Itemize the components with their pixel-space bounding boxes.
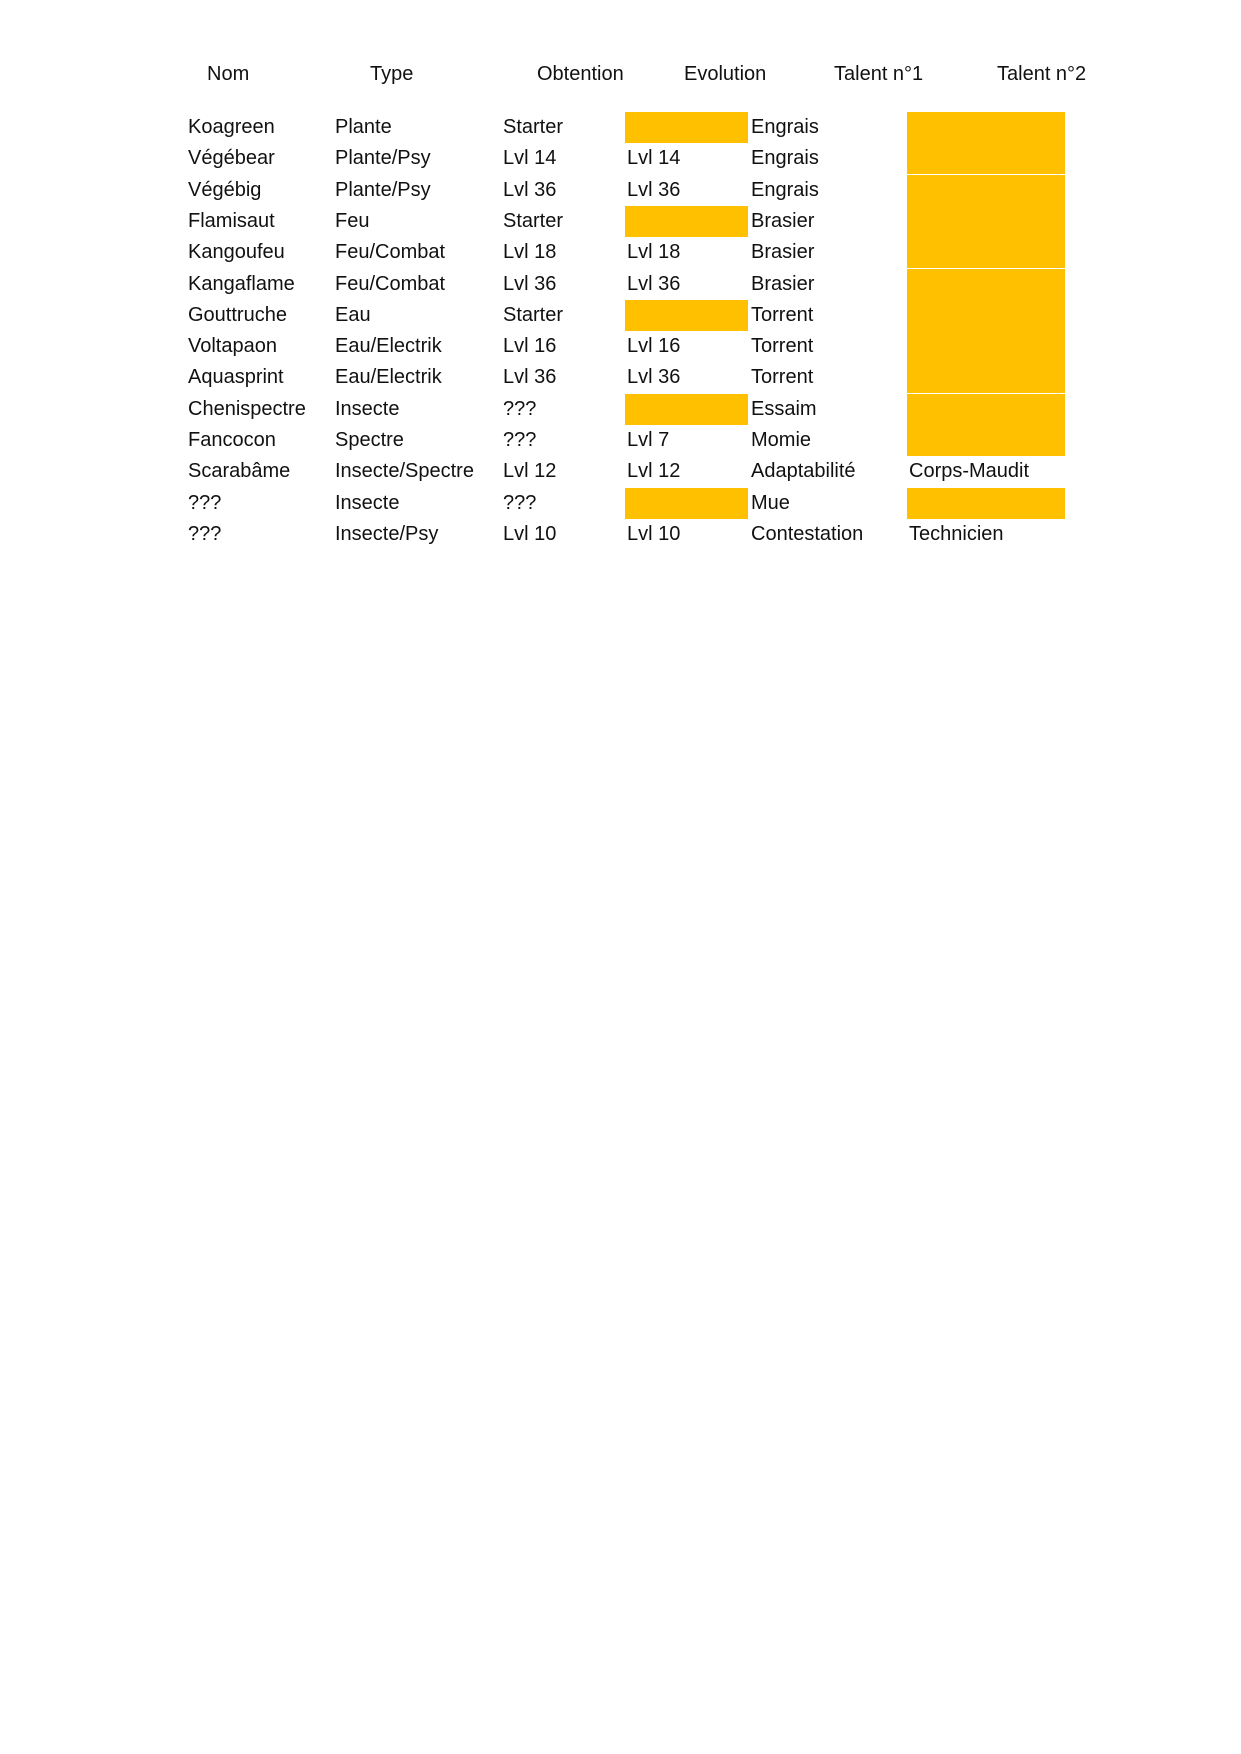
cell-talent1: Momie [751,429,812,451]
cell-obtention: Starter [503,209,564,232]
cell-type: Insecte/Spectre [335,460,474,483]
cell-talent1: Contestation [751,522,864,545]
cell-evolution [625,394,748,425]
cell-type: Plante/Psy [335,178,431,201]
cell-obtention: Lvl 36 [503,366,557,389]
cell-nom: Végébig [188,178,262,201]
cell-obtention: Lvl 10 [503,522,557,545]
cell-nom: Flamisaut [188,209,275,232]
cell-nom: Kangoufeu [188,241,285,264]
table-row [0,362,1241,393]
cell-evolution [625,300,748,331]
cell-nom: Aquasprint [188,366,284,389]
cell-talent1: Engrais [751,178,819,201]
cell-talent2 [907,206,1065,237]
cell-talent1: Brasier [751,272,815,295]
cell-type: Feu [335,209,370,232]
table-row [0,425,1241,456]
cell-type: Insecte [335,491,400,514]
cell-obtention: Lvl 14 [503,147,557,170]
cell-nom: Végébear [188,147,275,170]
cell-talent2 [907,300,1065,331]
cell-talent2 [907,394,1065,425]
cell-nom: Scarabâme [188,460,291,483]
cell-obtention: Lvl 36 [503,272,557,295]
cell-obtention: Lvl 36 [503,178,557,201]
cell-talent2 [907,237,1065,268]
cell-obtention: ??? [503,491,537,514]
header-evolution: Evolution [684,63,767,85]
cell-evolution: Lvl 36 [627,272,681,295]
cell-type: Insecte/Psy [335,522,439,545]
table-row [0,300,1241,331]
cell-talent2 [907,488,1065,519]
header-talent1: Talent n°1 [834,63,924,85]
table-row [0,112,1241,143]
cell-talent2 [907,143,1065,174]
cell-obtention: Lvl 16 [503,335,557,358]
table-row [0,269,1241,300]
cell-talent2 [907,362,1065,393]
cell-evolution: Lvl 36 [627,366,681,389]
cell-obtention: Lvl 12 [503,460,557,483]
header-talent2: Talent n°2 [997,63,1087,85]
cell-talent2 [907,269,1065,300]
cell-talent1: Brasier [751,209,815,232]
cell-type: Plante/Psy [335,147,431,170]
cell-talent2 [907,425,1065,456]
cell-nom: Gouttruche [188,303,287,326]
cell-talent2 [907,112,1065,143]
cell-nom: Koagreen [188,116,275,138]
cell-type: Eau/Electrik [335,335,442,358]
table-row [0,206,1241,237]
cell-type: Plante [335,116,392,138]
table-row [0,143,1241,174]
cell-talent2 [907,175,1065,206]
cell-type: Insecte [335,397,400,420]
cell-talent1: Brasier [751,241,815,264]
table-row [0,237,1241,268]
cell-obtention: Starter [503,303,564,326]
cell-obtention: Starter [503,116,564,138]
table-row [0,394,1241,425]
cell-evolution: Lvl 16 [627,335,681,358]
cell-talent1: Adaptabilité [751,460,856,483]
cell-talent1: Torrent [751,303,814,326]
cell-evolution [625,206,748,237]
cell-obtention: ??? [503,429,537,451]
table-row [0,519,1241,550]
cell-talent1: Torrent [751,366,814,389]
cell-nom: Fancocon [188,429,276,451]
cell-type: Spectre [335,429,404,451]
cell-nom: ??? [188,491,222,514]
cell-talent2: Technicien [909,522,1004,545]
cell-talent1: Torrent [751,335,814,358]
cell-evolution [625,112,748,143]
cell-evolution: Lvl 7 [627,429,670,451]
cell-evolution: Lvl 14 [627,147,681,170]
cell-talent2: Corps-Maudit [909,460,1030,483]
cell-nom: Chenispectre [188,397,306,420]
cell-obtention: Lvl 18 [503,241,557,264]
cell-talent1: Essaim [751,397,817,420]
header-nom: Nom [207,63,250,85]
cell-type: Eau/Electrik [335,366,442,389]
cell-nom: Kangaflame [188,272,295,295]
cell-talent1: Engrais [751,116,819,138]
cell-talent1: Engrais [751,147,819,170]
table-row [0,488,1241,519]
cell-talent1: Mue [751,491,790,514]
cell-type: Feu/Combat [335,272,446,295]
cell-talent2 [907,331,1065,362]
cell-nom: Voltapaon [188,335,277,358]
header-obtention: Obtention [537,63,624,85]
cell-evolution: Lvl 36 [627,178,681,201]
cell-type: Feu/Combat [335,241,446,264]
header-type: Type [370,63,414,85]
cell-nom: ??? [188,522,222,545]
table-row [0,456,1241,487]
cell-evolution [625,488,748,519]
cell-evolution: Lvl 12 [627,460,681,483]
cell-type: Eau [335,303,371,326]
cell-evolution: Lvl 18 [627,241,681,264]
cell-obtention: ??? [503,397,537,420]
table-row [0,175,1241,206]
cell-evolution: Lvl 10 [627,522,681,545]
table-row [0,331,1241,362]
